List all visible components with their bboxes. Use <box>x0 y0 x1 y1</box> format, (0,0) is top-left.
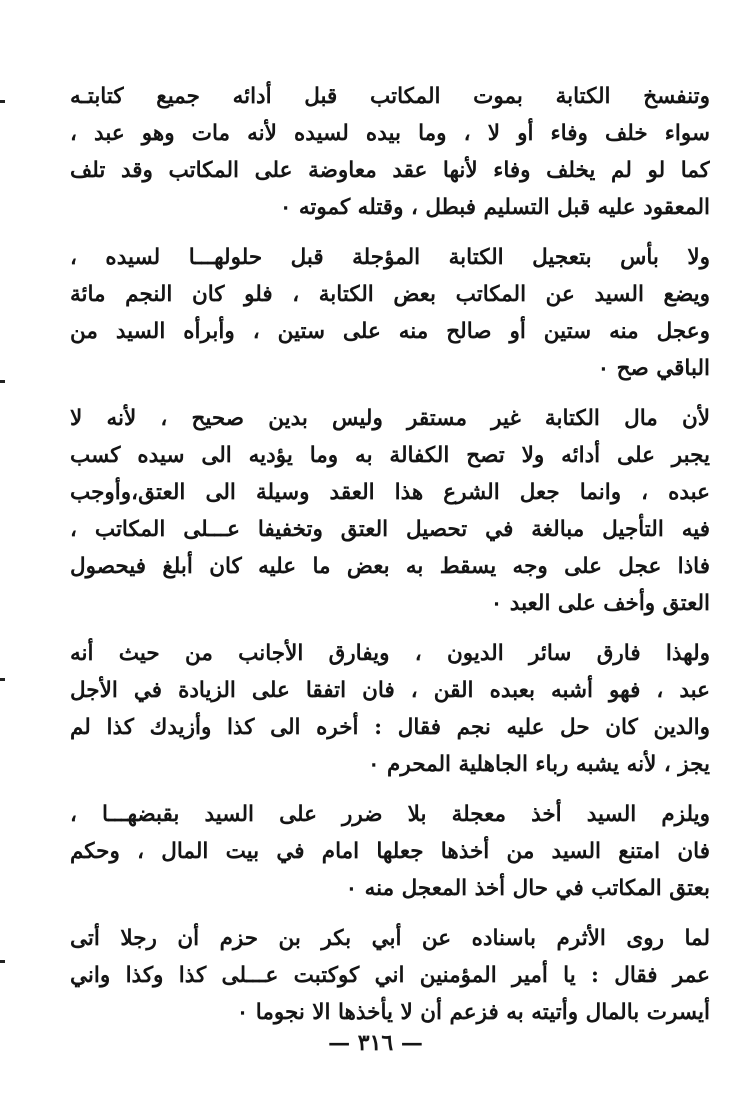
paragraph-2 <box>70 239 710 387</box>
text-line: لأن مال الكتابة غير مستقر وليس بدين صحيح ، لأنه لا <box>70 406 710 431</box>
text-line: يجز ، لأنه يشبه رباء الجاهلية المحرم ٠ <box>367 752 710 777</box>
text-line: سواء خلف وفاء أو لا ، وما بيده لسيده لأنه مات وهو عبد ، <box>70 121 710 146</box>
paragraph-6 <box>70 920 710 1031</box>
text-line: ويضع السيد عن المكاتب بعض الكتابة ، فلو كان النجم مائة <box>70 282 710 307</box>
scan-edge-mark <box>0 380 5 383</box>
document-page <box>70 78 710 1078</box>
text-line: فان امتنع السيد من أخذها جعلها امام في بيت المال ، وحكم <box>70 839 710 864</box>
text-line: عبده ، وانما جعل الشرع هذا العقد وسيلة الى العتق،وأوجب <box>70 480 710 505</box>
text-line: ولهذا فارق سائر الديون ، ويفارق الأجانب من حيث أنه <box>70 641 710 666</box>
text-line: ولا بأس بتعجيل الكتابة المؤجلة قبل حلولهـــا لسيده ، <box>70 245 710 270</box>
text-line: يجبر على أدائه ولا تصح الكفالة به وما يؤديه الى سيده كسب <box>70 443 710 468</box>
paragraph-3 <box>70 400 710 622</box>
text-line: العتق وأخف على العبد ٠ <box>490 591 710 616</box>
text-line: فاذا عجل على وجه يسقط به بعض ما عليه كان أبلغ فيحصول <box>70 554 710 579</box>
paragraph-5 <box>70 796 710 907</box>
scan-edge-mark <box>0 678 5 681</box>
text-line: وعجل منه ستين أو صالح منه على ستين ، وأبرأه السيد من <box>70 319 710 344</box>
text-line: كما لو لم يخلف وفاء لأنها عقد معاوضة على المكاتب وقد تلف <box>70 158 710 183</box>
text-line: لما روى الأثرم باسناده عن أبي بكر بن حزم أن رجلا أتى <box>70 926 710 951</box>
scan-edge-mark <box>0 100 5 103</box>
paragraph-4 <box>70 635 710 783</box>
text-line: وتنفسخ الكتابة بموت المكاتب قبل أدائه جميع كتابتـه <box>70 84 710 109</box>
paragraph-1 <box>70 78 710 226</box>
text-line: أيسرت بالمال وأتيته به فزعم أن لا يأخذها الا نجوما ٠ <box>236 1000 710 1025</box>
text-line: عبد ، فهو أشبه بعبده القن ، فان اتفقا على الزيادة في الأجل <box>70 678 710 703</box>
text-line: والدين كان حل عليه نجم فقال : أخره الى كذا وأزيدك كذا لم <box>70 715 710 740</box>
text-line: عمر فقال : يا أمير المؤمنين اني كوكتبت عـــلى كذا وكذا واني <box>70 963 710 988</box>
text-line: فيه التأجيل مبالغة في تحصيل العتق وتخفيفا عـــلى المكاتب ، <box>70 517 710 542</box>
text-line: ويلزم السيد أخذ معجلة بلا ضرر على السيد بقبضهـــا ، <box>70 802 710 827</box>
scan-edge-mark <box>0 960 5 963</box>
text-line: المعقود عليه قبل التسليم فبطل ، وقتله كموته ٠ <box>279 195 710 220</box>
page-number: — ٣١٦ — <box>328 1030 423 1056</box>
text-line: الباقي صح ٠ <box>597 356 710 381</box>
text-line: بعتق المكاتب في حال أخذ المعجل منه ٠ <box>345 876 710 901</box>
